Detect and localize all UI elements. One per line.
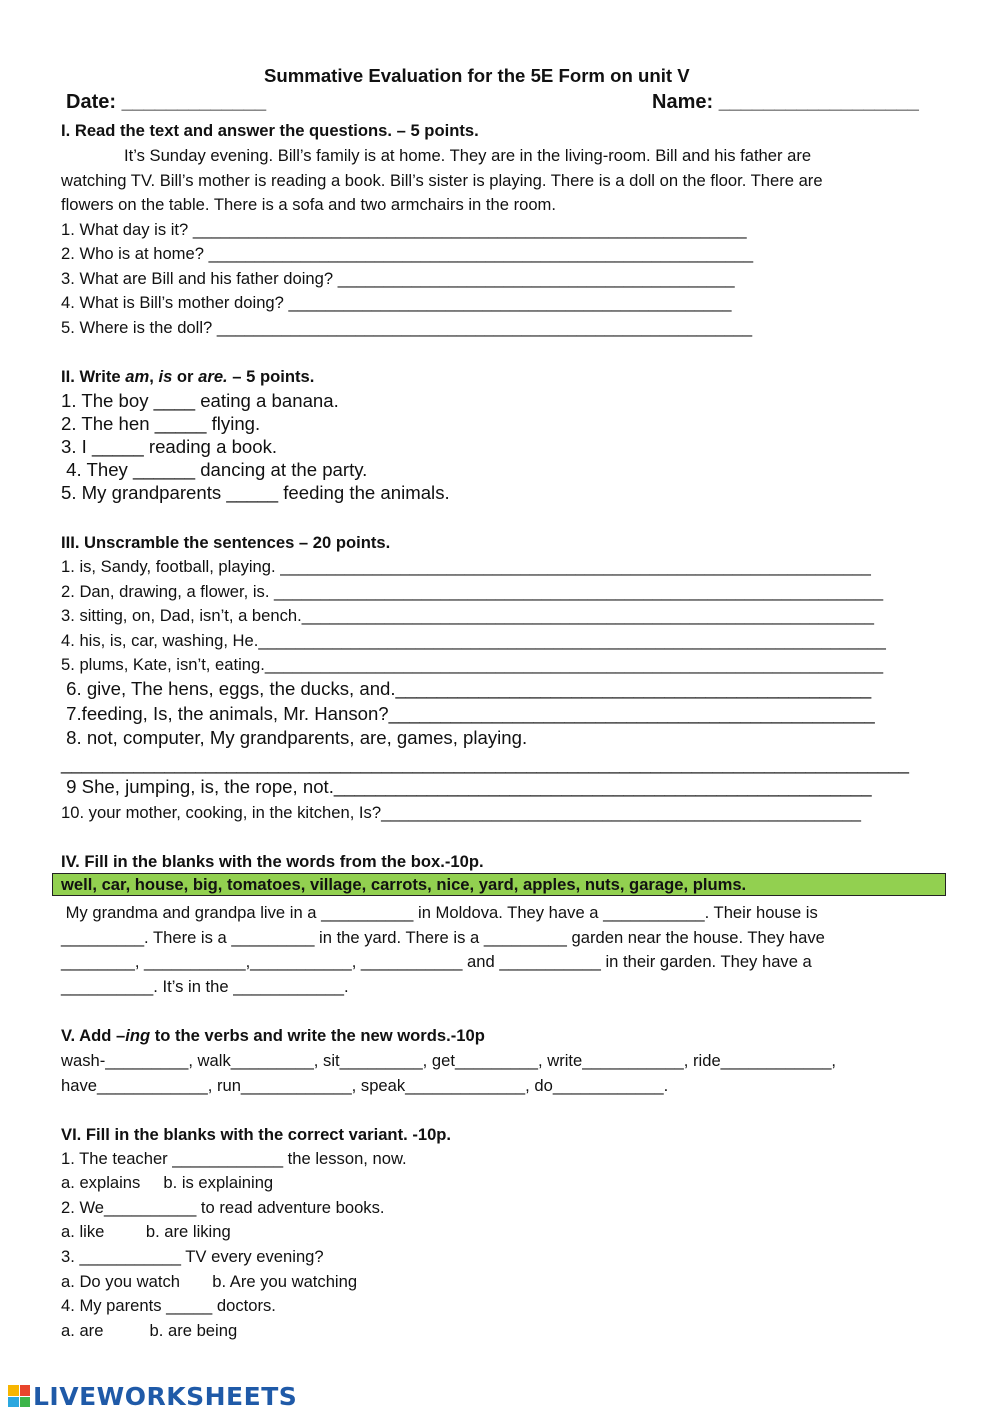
fill-text-line[interactable]: ________, ___________,___________, ___________ and ___________ in their garden. They have a — [61, 952, 812, 971]
fill-text-line[interactable]: My grandma and grandpa live in a __________ in Moldova. They have a ___________. Their house is — [61, 903, 818, 922]
reading-text-line: It’s Sunday evening. Bill’s family is at home. They are in the living-room. Bill and his father are — [124, 146, 812, 165]
logo-text: LIVEWORKSHEETS — [33, 1381, 298, 1411]
unscramble-item[interactable]: 5. plums, Kate, isn’t, eating.___________________________________________________________________ — [61, 655, 884, 674]
word-box — [52, 873, 946, 896]
unscramble-item[interactable]: 1. is, Sandy, football, playing. ________________________________________________________________ — [61, 557, 871, 576]
variant-question[interactable]: 2. We__________ to read adventure books. — [61, 1198, 385, 1217]
question-item[interactable]: 4. What is Bill’s mother doing? ________________________________________________ — [61, 293, 732, 312]
question-item[interactable]: 2. Who is at home? ___________________________________________________________ — [61, 244, 754, 263]
variant-options[interactable]: a. Do you watch b. Are you watching — [61, 1272, 358, 1291]
reading-text-line: watching TV. Bill’s mother is reading a book. Bill’s sister is playing. There is a doll on the floor. There are — [61, 171, 823, 190]
grammar-item[interactable]: 1. The boy ____ eating a banana. — [61, 390, 339, 411]
variant-question[interactable]: 3. ___________ TV every evening? — [61, 1247, 324, 1266]
page-title: Summative Evaluation for the 5E Form on unit V — [264, 65, 690, 86]
section-3-heading: III. Unscramble the sentences – 20 points. — [61, 533, 391, 552]
reading-text-line: flowers on the table. There is a sofa and two armchairs in the room. — [61, 195, 556, 214]
unscramble-item[interactable]: 10. your mother, cooking, in the kitchen, Is?____________________________________________________ — [61, 803, 861, 822]
question-item[interactable]: 5. Where is the doll? __________________________________________________________ — [61, 318, 753, 337]
unscramble-item[interactable]: 2. Dan, drawing, a flower, is. __________________________________________________________________ — [61, 582, 884, 601]
date-field[interactable]: Date: _____________ — [66, 91, 267, 113]
unscramble-item[interactable]: 9 She, jumping, is, the rope, not.____________________________________________________ — [61, 776, 872, 797]
section-1-heading: I. Read the text and answer the questions. – 5 points. — [61, 121, 479, 140]
liveworksheets-logo[interactable] — [8, 1382, 297, 1410]
section-4-heading: IV. Fill in the blanks with the words from the box.-10p. — [61, 852, 484, 871]
unscramble-item[interactable]: 4. his, is, car, washing, He.____________________________________________________________________ — [61, 631, 886, 650]
answer-line[interactable]: __________________________________________________________________________________ — [61, 753, 909, 774]
variant-question[interactable]: 4. My parents _____ doctors. — [61, 1296, 276, 1315]
ing-verbs-line[interactable]: wash-_________, walk_________, sit_________, get_________, write___________, ride____________, — [61, 1051, 837, 1070]
word-box-text: well, car, house, big, tomatoes, village, carrots, nice, yard, apples, nuts, garage, plums. — [61, 875, 747, 894]
question-item[interactable]: 3. What are Bill and his father doing? ___________________________________________ — [61, 269, 735, 288]
unscramble-item[interactable]: 8. not, computer, My grandparents, are, games, playing. — [61, 727, 528, 748]
unscramble-item[interactable]: 6. give, The hens, eggs, the ducks, and.______________________________________________ — [61, 678, 872, 699]
name-field[interactable]: Name: __________________ — [652, 91, 919, 113]
logo-cube-icon — [8, 1385, 30, 1407]
grammar-item[interactable]: 3. I _____ reading a book. — [61, 436, 278, 457]
unscramble-item[interactable]: 3. sitting, on, Dad, isn’t, a bench.______________________________________________________________ — [61, 606, 874, 625]
question-item[interactable]: 1. What day is it? ____________________________________________________________ — [61, 220, 747, 239]
unscramble-item[interactable]: 7.feeding, Is, the animals, Mr. Hanson?_______________________________________________ — [61, 703, 875, 724]
grammar-item[interactable]: 4. They ______ dancing at the party. — [61, 459, 368, 480]
variant-options[interactable]: a. explains b. is explaining — [61, 1173, 274, 1192]
variant-options[interactable]: a. like b. are liking — [61, 1222, 231, 1241]
fill-text-line[interactable]: _________. There is a _________ in the yard. There is a _________ garden near the house. They have — [61, 928, 825, 947]
ing-verbs-line[interactable]: have____________, run____________, speak_____________, do____________. — [61, 1076, 669, 1095]
variant-options[interactable]: a. are b. are being — [61, 1321, 238, 1340]
section-2-heading: II. Write am, is or are. – 5 points. — [61, 367, 315, 386]
grammar-item[interactable]: 5. My grandparents _____ feeding the animals. — [61, 482, 450, 503]
variant-question[interactable]: 1. The teacher ____________ the lesson, now. — [61, 1149, 407, 1168]
section-5-heading: V. Add –ing to the verbs and write the new words.-10p — [61, 1026, 485, 1045]
grammar-item[interactable]: 2. The hen _____ flying. — [61, 413, 261, 434]
section-6-heading: VI. Fill in the blanks with the correct variant. -10p. — [61, 1125, 452, 1144]
fill-text-line[interactable]: __________. It’s in the ____________. — [61, 977, 349, 996]
